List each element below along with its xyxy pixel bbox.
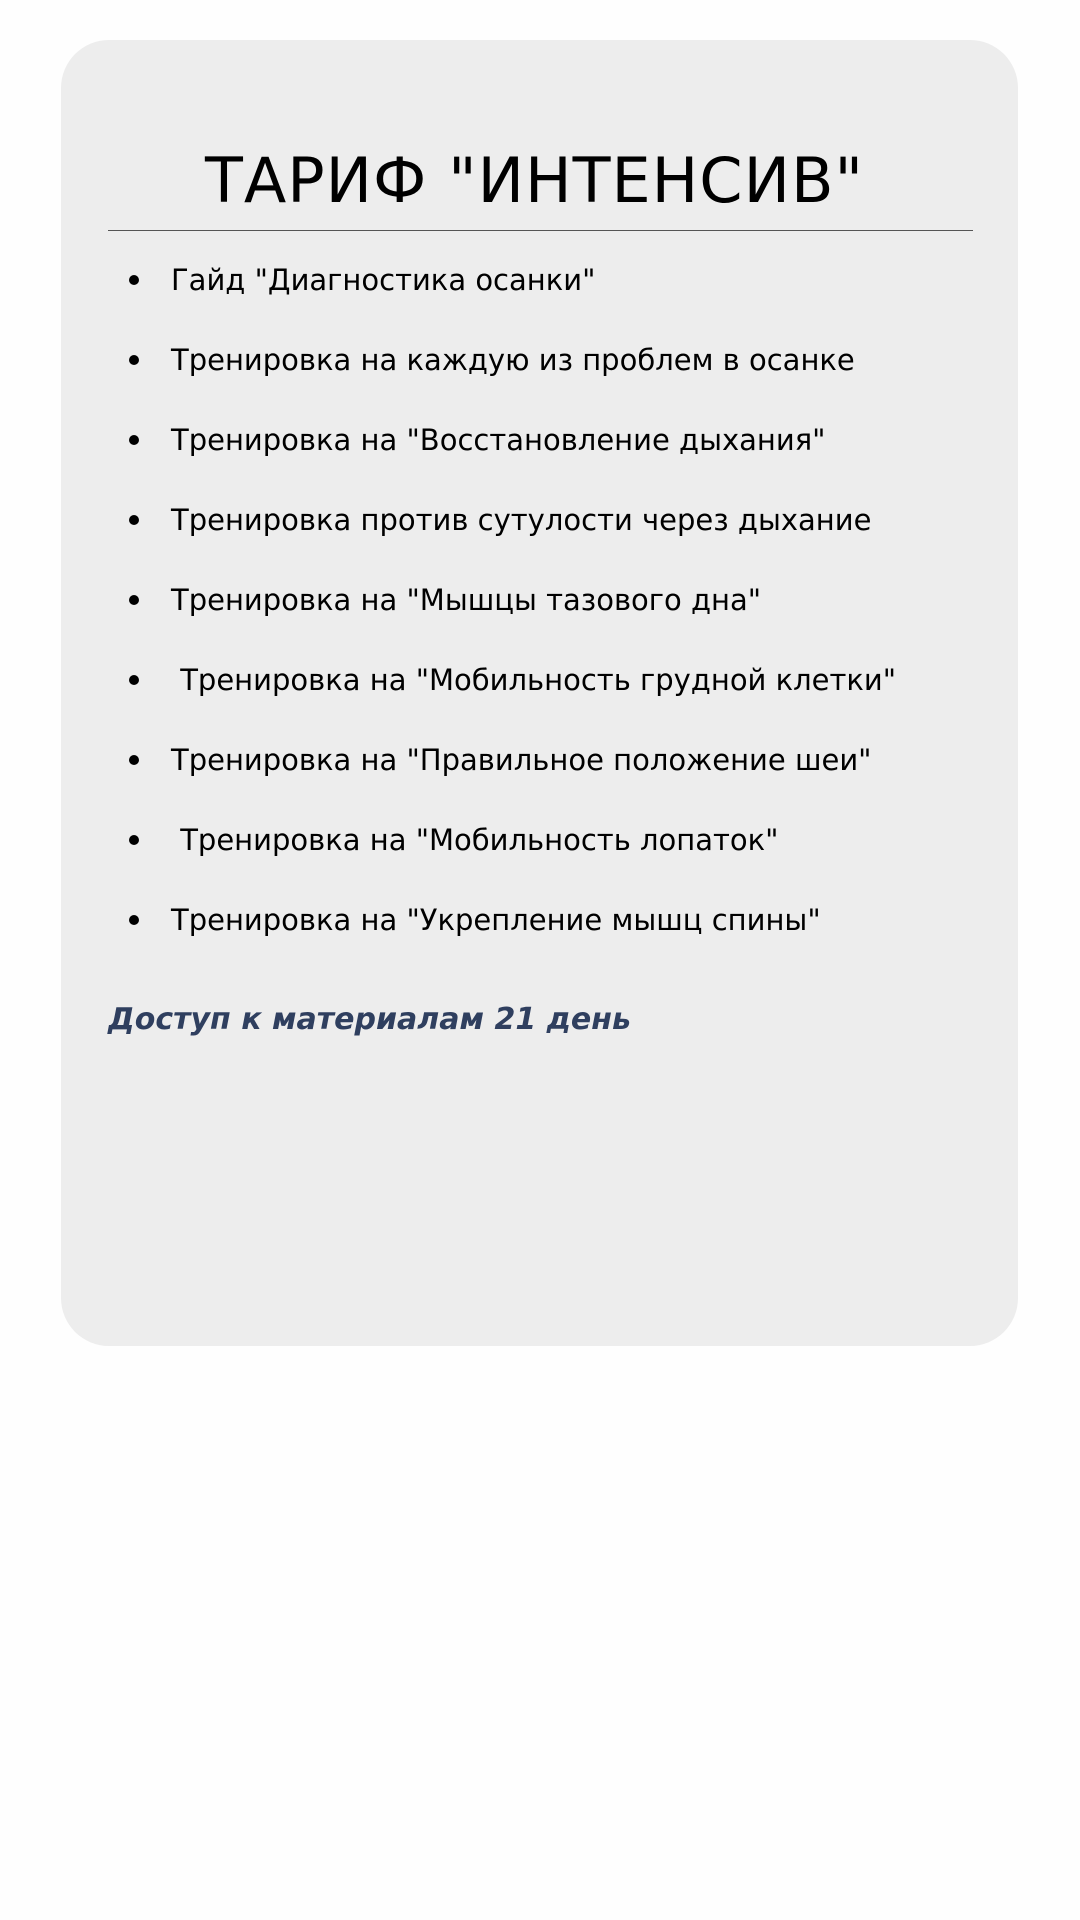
bullet-dot-icon: [129, 915, 139, 925]
tariff-card: [61, 40, 1018, 1346]
list-item: [129, 335, 989, 415]
bullet-dot-icon: [129, 755, 139, 765]
title-divider: [108, 230, 973, 231]
bullet-dot-icon: [129, 835, 139, 845]
list-item: [129, 575, 989, 655]
feature-label: Тренировка на "Укрепление мышц спины": [171, 903, 821, 937]
list-item: [129, 495, 989, 575]
feature-label: Гайд "Диагностика осанки": [171, 263, 596, 297]
feature-label: Тренировка на "Мышцы тазового дна": [171, 583, 762, 617]
feature-label: Тренировка на "Мобильность лопаток": [171, 823, 779, 857]
feature-label: Тренировка против сутулости через дыхание: [171, 503, 872, 537]
tariff-title: ТАРИФ "ИНТЕНСИВ": [204, 144, 865, 217]
list-item: [129, 655, 989, 735]
bullet-dot-icon: [129, 355, 139, 365]
access-duration-note: Доступ к материалам 21 день: [108, 1002, 631, 1037]
feature-list: [129, 255, 989, 975]
feature-label: Тренировка на "Мобильность грудной клетки": [171, 663, 897, 697]
list-item: [129, 895, 989, 975]
feature-label: Тренировка на "Восстановление дыхания": [171, 423, 826, 457]
feature-label: Тренировка на каждую из проблем в осанке: [171, 343, 855, 377]
bullet-dot-icon: [129, 595, 139, 605]
list-item: [129, 815, 989, 895]
bullet-dot-icon: [129, 435, 139, 445]
list-item: [129, 255, 989, 335]
list-item: [129, 735, 989, 815]
list-item: [129, 415, 989, 495]
bullet-dot-icon: [129, 515, 139, 525]
bullet-dot-icon: [129, 275, 139, 285]
feature-label: Тренировка на "Правильное положение шеи": [171, 743, 872, 777]
bullet-dot-icon: [129, 675, 139, 685]
